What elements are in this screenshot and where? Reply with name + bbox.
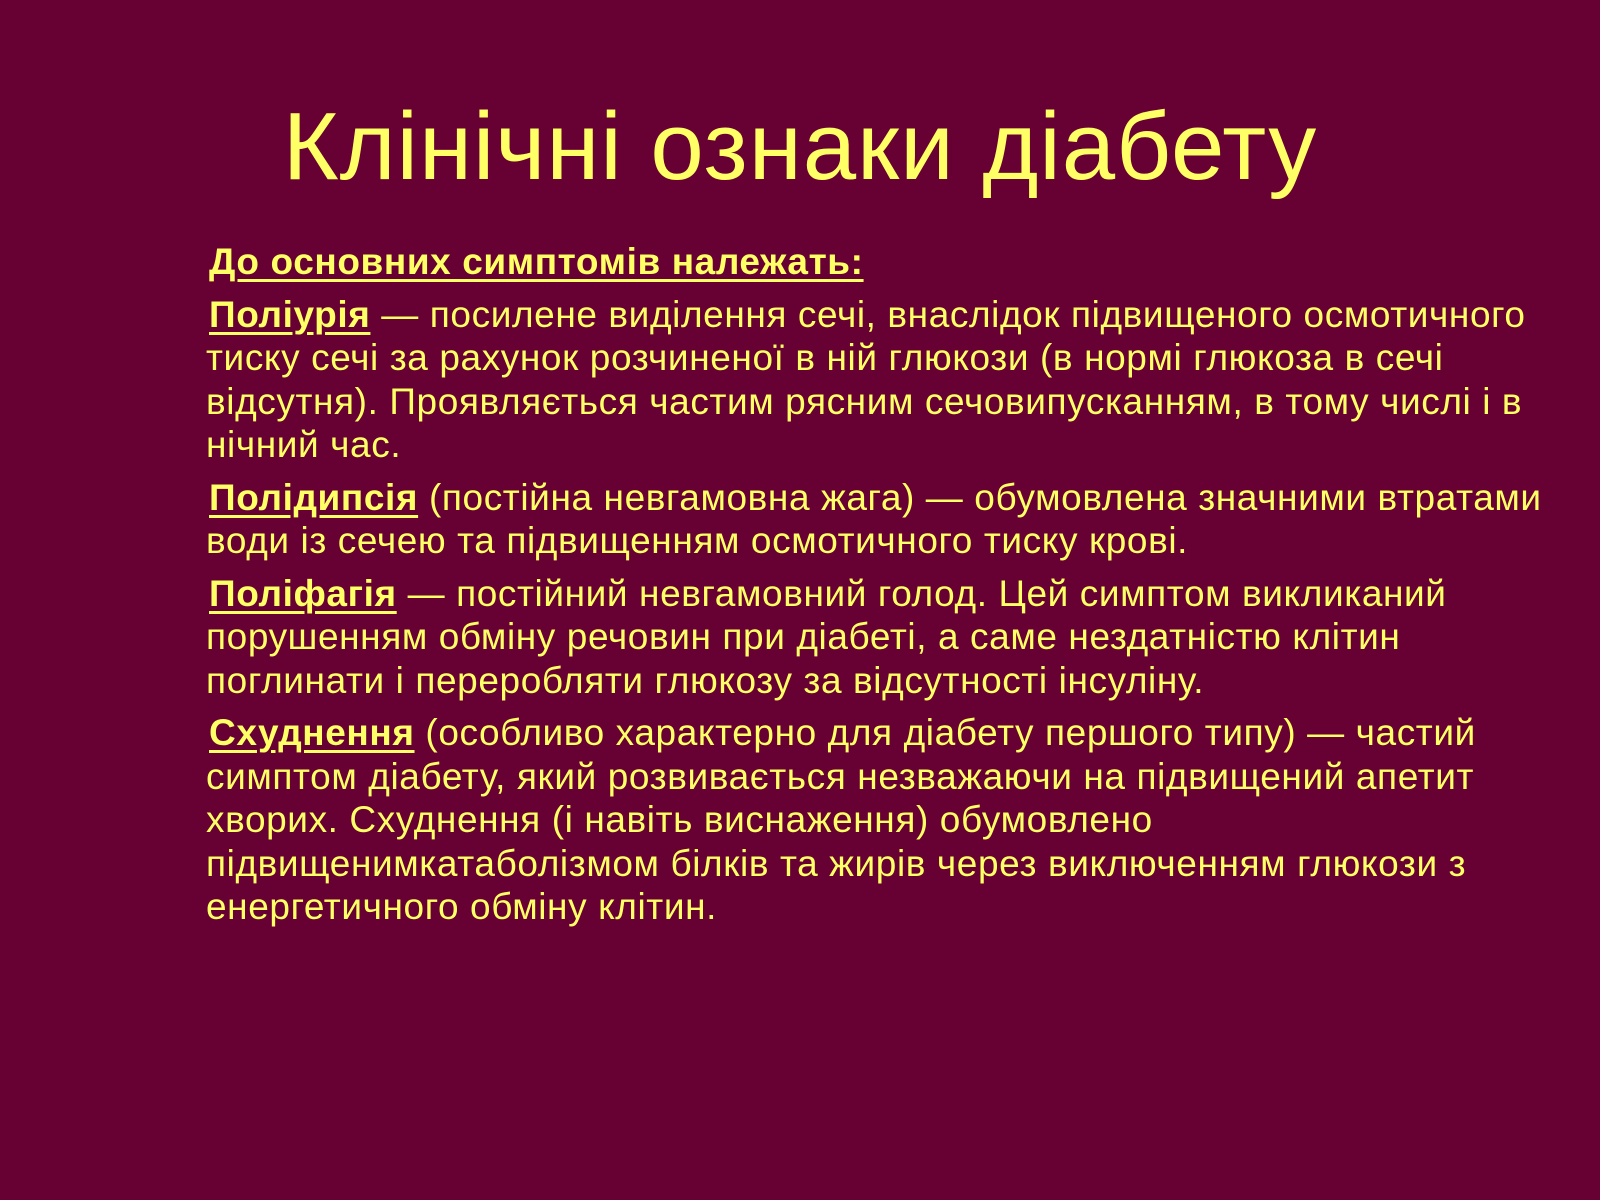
symptom-term: Поліфагія — [209, 572, 397, 614]
symptom-description: — посилене виділення сечі, внаслідок підвищеного осмотичного тиску сечі за рахунок розчиненої в ній глюкози (в нормі глюкоза в сечі відсутня). Проявляється частим рясним сечовипусканням, в тому числі і в нічний час. — [206, 293, 1526, 465]
symptom-polyuria — [206, 293, 1546, 467]
symptom-description: (постійна невгамовна жага) — обумовлена значними втратами води із сечею та підвищенням осмотичного тиску крові. — [206, 476, 1542, 561]
symptom-term: Полідипсія — [209, 476, 419, 518]
symptom-weight-loss — [206, 711, 1546, 929]
symptom-term: Поліурія — [209, 293, 371, 335]
slide-title: Клінічні ознаки діабету — [282, 93, 1318, 200]
symptom-polyphagia — [206, 572, 1546, 703]
intro-heading: До основних симптомів належать: — [209, 241, 864, 282]
symptom-description: (особливо характерно для діабету першого типу) — частий симптом діабету, який розвивається незважаючи на підвищений апетит хворих. Схуднення (і навіть виснаження) обумовлено підвищенимкатаболізмом білків та жирів через виключенням глюкози з енергетичного обміну клітин. — [206, 712, 1476, 927]
intro-line — [206, 240, 1546, 284]
slide-content — [206, 240, 1546, 938]
symptom-description: — постійний невгамовний голод. Цей симптом викликаний порушенням обміну речовин при діабеті, а саме нездатністю клітин поглинати і переробляти глюкозу за відсутності інсуліну. — [206, 572, 1447, 701]
symptom-polydipsia — [206, 476, 1546, 563]
symptom-term: Схуднення — [209, 712, 415, 753]
